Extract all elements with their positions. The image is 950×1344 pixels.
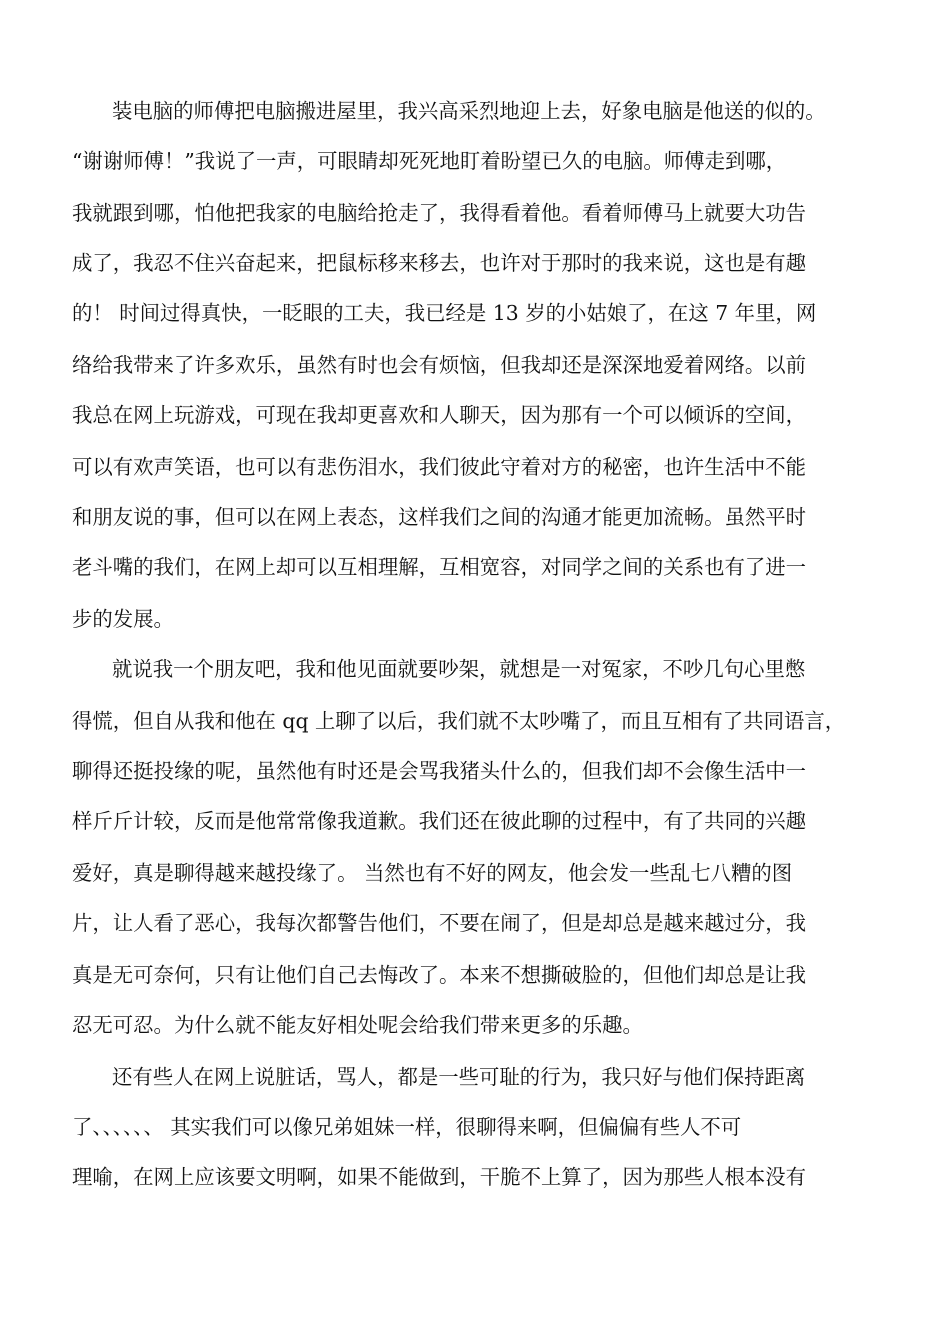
text-line: 了、、、、、、 其实我们可以像兄弟姐妹一样，很聊得来啊，但偏偏有些人不可 (72, 1115, 742, 1139)
text-line: 忍无可忍。为什么就不能友好相处呢会给我们带来更多的乐趣。 (72, 1013, 643, 1037)
text-line: 老斗嘴的我们，在网上却可以互相理解，互相宽容，对同学之间的关系也有了进一 (72, 555, 807, 579)
text-line: 得慌，但自从我和他在 qq 上聊了以后，我们就不太吵嘴了，而且互相有了共同语言， (72, 709, 846, 733)
text-line: 的！ 时间过得真快，一眨眼的工夫，我已经是 13 岁的小姑娘了，在这 7 年里，网 (72, 301, 817, 325)
text-line: 理喻，在网上应该要文明啊，如果不能做到，干脆不上算了，因为那些人根本没有 (72, 1165, 807, 1189)
text-line: 我总在网上玩游戏，可现在我却更喜欢和人聊天，因为那有一个可以倾诉的空间， (72, 403, 807, 427)
text-line: 聊得还挺投缘的呢，虽然他有时还是会骂我猪头什么的，但我们却不会像生活中一 (72, 759, 807, 783)
text-line: 就说我一个朋友吧，我和他见面就要吵架，就想是一对冤家，不吵几句心里憋 (112, 657, 806, 681)
text-line: 我就跟到哪，怕他把我家的电脑给抢走了，我得看着他。看着师傅马上就要大功告 (72, 201, 807, 225)
text-line: 成了，我忍不住兴奋起来，把鼠标移来移去，也许对于那时的我来说，这也是有趣 (72, 251, 807, 275)
text-line: 步的发展。 (72, 607, 174, 631)
text-line: 还有些人在网上说脏话，骂人，都是一些可耻的行为，我只好与他们保持距离 (112, 1065, 806, 1089)
text-line: 装电脑的师傅把电脑搬进屋里，我兴高采烈地迎上去，好象电脑是他送的似的。 (112, 99, 826, 123)
text-line: 络给我带来了许多欢乐，虽然有时也会有烦恼，但我却还是深深地爱着网络。以前 (72, 353, 807, 377)
text-line: 和朋友说的事，但可以在网上表态，这样我们之间的沟通才能更加流畅。虽然平时 (72, 505, 807, 529)
text-line: 样斤斤计较，反而是他常常像我道歉。我们还在彼此聊的过程中，有了共同的兴趣 (72, 809, 807, 833)
text-line: 真是无可奈何，只有让他们自己去悔改了。本来不想撕破脸的，但他们却总是让我 (72, 963, 807, 987)
text-line: 可以有欢声笑语，也可以有悲伤泪水，我们彼此守着对方的秘密，也许生活中不能 (72, 455, 807, 479)
text-line: 爱好，真是聊得越来越投缘了。 当然也有不好的网友，他会发一些乱七八糟的图 (72, 861, 793, 885)
text-line: 片，让人看了恶心，我每次都警告他们，不要在闹了，但是却总是越来越过分，我 (72, 911, 807, 935)
text-line: “谢谢师傅！”我说了一声，可眼睛却死死地盯着盼望已久的电脑。师傅走到哪， (72, 149, 787, 173)
